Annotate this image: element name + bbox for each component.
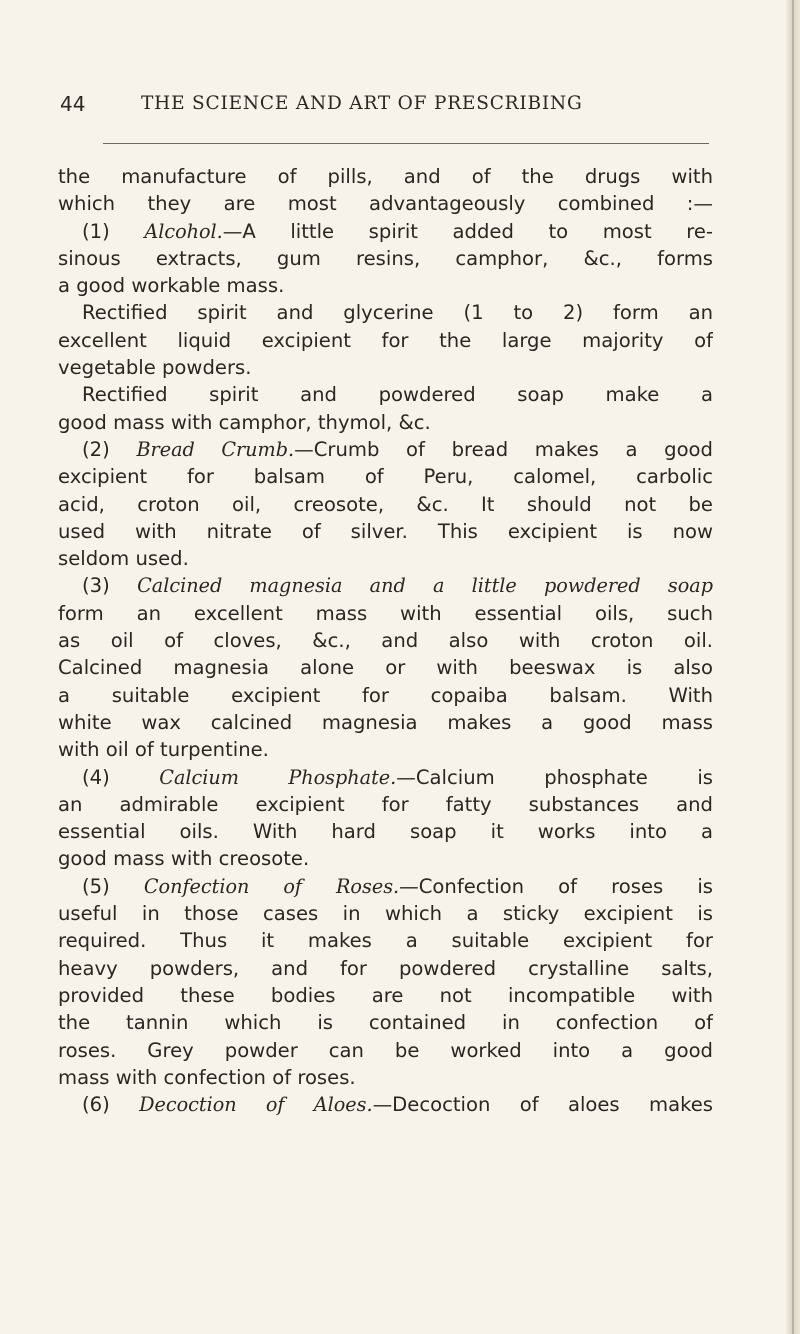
text-line: roses. Grey powder can be worked into a good — [58, 1038, 713, 1062]
text-line: (3) Calcined magnesia and a little powdered soap — [82, 574, 713, 598]
text-line: (5) Confection of Roses.—Confection of roses is — [82, 874, 713, 898]
text-line: seldom used. — [58, 547, 189, 571]
item-heading: Calcium Phosphate. — [159, 765, 397, 789]
text-line: acid, croton oil, creosote, &c. It should not be — [58, 492, 713, 516]
item-heading: Calcined magnesia and a little powdered soap — [137, 574, 713, 598]
text-line: which they are most advantageously combined :— — [58, 192, 713, 216]
text-line: with oil of turpentine. — [58, 738, 269, 762]
body-text — [58, 163, 713, 1118]
text-line: white wax calcined magnesia makes a good mass — [58, 710, 713, 734]
text-line: heavy powders, and for powdered crystalline salts, — [58, 956, 713, 980]
text-line: essential oils. With hard soap it works into a — [58, 820, 713, 844]
text-line: (6) Decoction of Aloes.—Decoction of aloes makes — [82, 1093, 713, 1117]
item-heading: Decoction of Aloes. — [139, 1093, 373, 1117]
text-line: good mass with creosote. — [58, 847, 310, 871]
text-line: Rectified spirit and glycerine (1 to 2) form an — [82, 301, 713, 325]
page-number: 44 — [60, 92, 86, 116]
item-heading: Alcohol. — [144, 219, 223, 243]
text-line: the manufacture of pills, and of the drugs with — [58, 165, 713, 188]
text-line: sinous extracts, gum resins, camphor, &c., forms — [58, 246, 713, 270]
text-line: (4) Calcium Phosphate.—Calcium phosphate is — [82, 765, 713, 789]
text-line: Rectified spirit and powdered soap make a — [82, 383, 713, 407]
text-line: (2) Bread Crumb.—Crumb of bread makes a good — [82, 437, 713, 461]
text-line: (1) Alcohol.—A little spirit added to most re- — [82, 219, 713, 243]
text-line: a suitable excipient for copaiba balsam. With — [58, 683, 713, 707]
text-line: vegetable powders. — [58, 356, 252, 380]
text-line: excipient for balsam of Peru, calomel, carbolic — [58, 465, 713, 489]
text-line: useful in those cases in which a sticky excipient is — [58, 902, 713, 926]
page-fold-line — [792, 0, 794, 1334]
running-head: THE SCIENCE AND ART OF PRESCRIBING — [141, 93, 583, 114]
header-rule — [103, 143, 709, 144]
text-line: an admirable excipient for fatty substances and — [58, 792, 713, 816]
text-line: required. Thus it makes a suitable excipient for — [58, 929, 713, 953]
text-line: the tannin which is contained in confection of — [58, 1011, 713, 1035]
text-line: good mass with camphor, thymol, &c. — [58, 410, 431, 434]
item-heading: Confection of Roses. — [143, 874, 400, 898]
text-line: a good workable mass. — [58, 274, 285, 298]
text-line: form an excellent mass with essential oils, such — [58, 601, 713, 625]
text-line: mass with confection of roses. — [58, 1065, 356, 1089]
text-line: excellent liquid excipient for the large majority of — [58, 328, 713, 352]
text-line: used with nitrate of silver. This excipient is now — [58, 519, 713, 543]
text-line: provided these bodies are not incompatible with — [58, 983, 713, 1007]
item-heading: Bread Crumb. — [136, 437, 295, 461]
text-line: as oil of cloves, &c., and also with croton oil. — [58, 629, 713, 653]
page-header — [60, 92, 710, 122]
text-line: Calcined magnesia alone or with beeswax is also — [58, 656, 713, 680]
